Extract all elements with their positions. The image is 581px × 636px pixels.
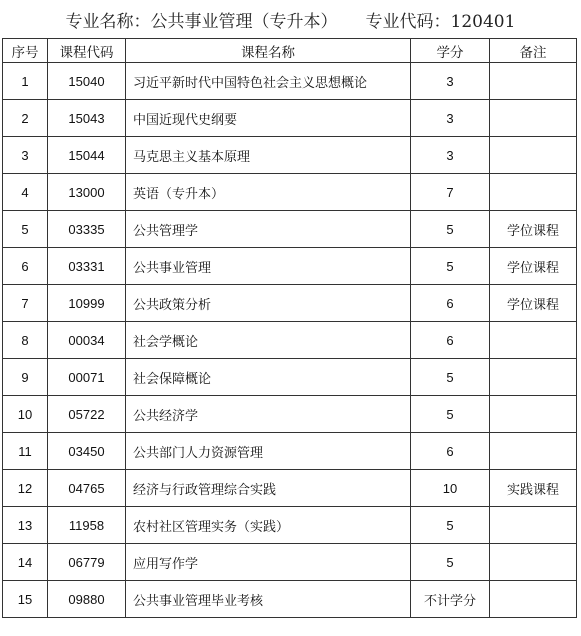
table-row — [3, 396, 577, 433]
column-header-credit: 学分 — [411, 39, 490, 63]
cell-no: 2 — [3, 100, 48, 137]
cell-name: 公共政策分析 — [126, 285, 411, 322]
cell-no: 7 — [3, 285, 48, 322]
table-row — [3, 100, 577, 137]
cell-credit: 6 — [411, 433, 490, 470]
column-header-name: 课程名称 — [126, 39, 411, 63]
column-header-no: 序号 — [3, 39, 48, 63]
cell-credit: 5 — [411, 359, 490, 396]
cell-credit: 5 — [411, 248, 490, 285]
table-row — [3, 581, 577, 618]
cell-credit: 5 — [411, 211, 490, 248]
cell-no: 13 — [3, 507, 48, 544]
cell-no: 6 — [3, 248, 48, 285]
cell-name: 英语（专升本） — [126, 174, 411, 211]
cell-code: 09880 — [48, 581, 126, 618]
table-row — [3, 137, 577, 174]
cell-code: 00034 — [48, 322, 126, 359]
cell-no: 1 — [3, 63, 48, 100]
cell-code: 15044 — [48, 137, 126, 174]
cell-code: 03335 — [48, 211, 126, 248]
table-row — [3, 211, 577, 248]
cell-name: 公共事业管理 — [126, 248, 411, 285]
cell-note — [490, 544, 577, 581]
table-row — [3, 433, 577, 470]
cell-code: 10999 — [48, 285, 126, 322]
cell-credit: 5 — [411, 507, 490, 544]
cell-no: 3 — [3, 137, 48, 174]
cell-no: 4 — [3, 174, 48, 211]
cell-name: 中国近现代史纲要 — [126, 100, 411, 137]
table-row — [3, 359, 577, 396]
cell-no: 11 — [3, 433, 48, 470]
cell-code: 06779 — [48, 544, 126, 581]
cell-no: 12 — [3, 470, 48, 507]
cell-code: 11958 — [48, 507, 126, 544]
cell-note — [490, 322, 577, 359]
cell-note — [490, 174, 577, 211]
cell-credit: 6 — [411, 285, 490, 322]
cell-code: 15040 — [48, 63, 126, 100]
page-header — [0, 0, 581, 38]
cell-name: 习近平新时代中国特色社会主义思想概论 — [126, 63, 411, 100]
column-header-note: 备注 — [490, 39, 577, 63]
cell-note — [490, 433, 577, 470]
cell-credit: 10 — [411, 470, 490, 507]
cell-credit: 7 — [411, 174, 490, 211]
cell-name: 公共经济学 — [126, 396, 411, 433]
cell-no: 9 — [3, 359, 48, 396]
column-header-code: 课程代码 — [48, 39, 126, 63]
cell-note — [490, 137, 577, 174]
cell-code: 15043 — [48, 100, 126, 137]
table-row — [3, 248, 577, 285]
cell-name: 应用写作学 — [126, 544, 411, 581]
table-header-row — [3, 39, 577, 63]
table-row — [3, 544, 577, 581]
cell-no: 8 — [3, 322, 48, 359]
table-row — [3, 285, 577, 322]
cell-no: 10 — [3, 396, 48, 433]
major-name: 专业名称：公共事业管理（专升本） — [65, 11, 338, 32]
cell-no: 5 — [3, 211, 48, 248]
cell-code: 04765 — [48, 470, 126, 507]
major-code: 专业代码：120401 — [365, 11, 516, 32]
cell-note: 实践课程 — [490, 470, 577, 507]
cell-name: 社会保障概论 — [126, 359, 411, 396]
cell-note — [490, 581, 577, 618]
cell-note — [490, 100, 577, 137]
cell-note: 学位课程 — [490, 211, 577, 248]
cell-code: 00071 — [48, 359, 126, 396]
cell-name: 社会学概论 — [126, 322, 411, 359]
cell-note — [490, 359, 577, 396]
cell-credit: 3 — [411, 100, 490, 137]
cell-name: 公共部门人力资源管理 — [126, 433, 411, 470]
cell-name: 经济与行政管理综合实践 — [126, 470, 411, 507]
cell-credit: 3 — [411, 137, 490, 174]
cell-code: 13000 — [48, 174, 126, 211]
cell-name: 公共事业管理毕业考核 — [126, 581, 411, 618]
table-row — [3, 470, 577, 507]
cell-credit: 不计学分 — [411, 581, 490, 618]
cell-name: 马克思主义基本原理 — [126, 137, 411, 174]
cell-name: 农村社区管理实务（实践） — [126, 507, 411, 544]
cell-credit: 3 — [411, 63, 490, 100]
cell-note — [490, 396, 577, 433]
cell-credit: 5 — [411, 544, 490, 581]
table-row — [3, 63, 577, 100]
cell-no: 14 — [3, 544, 48, 581]
table-row — [3, 174, 577, 211]
cell-code: 03450 — [48, 433, 126, 470]
cell-note — [490, 63, 577, 100]
course-table — [2, 38, 577, 618]
table-row — [3, 507, 577, 544]
cell-note: 学位课程 — [490, 285, 577, 322]
cell-no: 15 — [3, 581, 48, 618]
cell-code: 05722 — [48, 396, 126, 433]
table-row — [3, 322, 577, 359]
cell-code: 03331 — [48, 248, 126, 285]
cell-note: 学位课程 — [490, 248, 577, 285]
cell-credit: 6 — [411, 322, 490, 359]
course-rows — [3, 63, 577, 618]
cell-name: 公共管理学 — [126, 211, 411, 248]
cell-note — [490, 507, 577, 544]
cell-credit: 5 — [411, 396, 490, 433]
